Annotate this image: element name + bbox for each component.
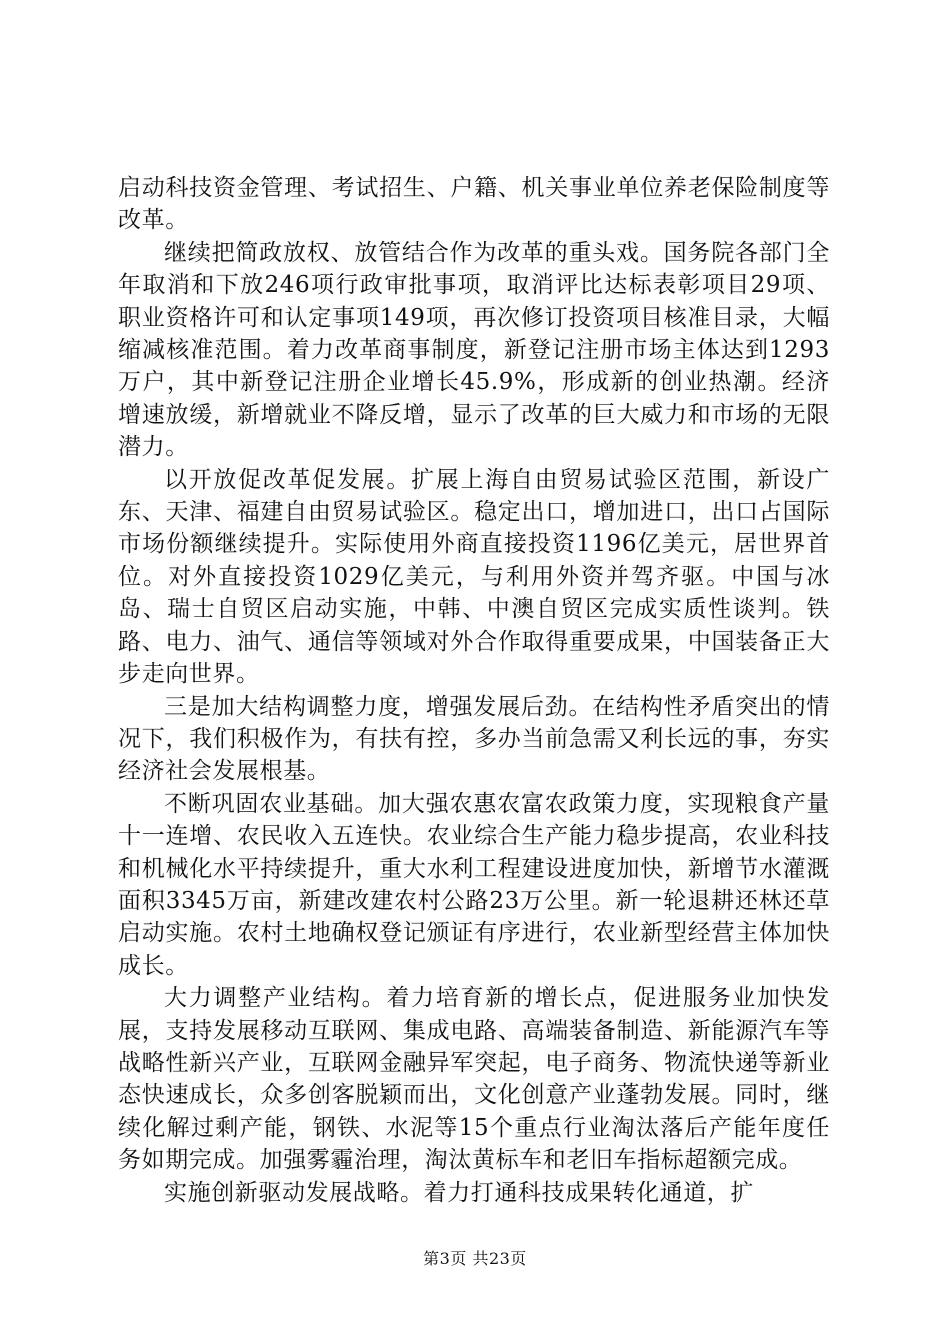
paragraph-7: 实施创新驱动发展战略。着力打通科技成果转化通道，扩 — [164, 1179, 754, 1206]
paragraph-2: 继续把简政放权、放管结合作为改革的重头戏。国务院各部门全年取消和下放246项行政审批事项，取消评比达标表彰项目29项、职业资格许可和认定事项149项，再次修订投资项目核准目录，大幅缩减核准范围。着力改革商事制度，新登记注册市场主体达到1293万户，其中新登记注册企业增长45.9%，形成新的创业热潮。经济增速放缓，新增就业不降反增，显示了改革的巨大威力和市场的无限潜力。 — [118, 239, 830, 461]
page-footer — [0, 1246, 950, 1269]
paragraph-3: 以开放促改革促发展。扩展上海自由贸易试验区范围，新设广东、天津、福建自由贸易试验区。稳定出口，增加进口，出口占国际市场份额继续提升。实际使用外商直接投资1196亿美元，居世界首位。对外直接投资1029亿美元，与利用外资并驾齐驱。中国与冰岛、瑞士自贸区启动实施，中韩、中澳自贸区完成实质性谈判。铁路、电力、油气、通信等领域对外合作取得重要成果，中国装备正大步走向世界。 — [118, 466, 830, 688]
paragraph-5: 不断巩固农业基础。加大强农惠农富农政策力度，实现粮食产量十一连增、农民收入五连快。农业综合生产能力稳步提高，农业科技和机械化水平持续提升，重大水利工程建设进度加快，新增节水灌溉面积3345万亩，新建改建农村公路23万公里。新一轮退耕还林还草启动实施。农村土地确权登记颁证有序进行，农业新型经营主体加快成长。 — [118, 790, 830, 979]
document-body — [118, 172, 830, 1209]
paragraph-1: 启动科技资金管理、考试招生、户籍、机关事业单位养老保险制度等改革。 — [118, 175, 830, 234]
paragraph-6: 大力调整产业结构。着力培育新的增长点，促进服务业加快发展，支持发展移动互联网、集成电路、高端装备制造、新能源汽车等战略性新兴产业，互联网金融异军突起，电子商务、物流快递等新业态快速成长，众多创客脱颖而出，文化创意产业蓬勃发展。同时，继续化解过剩产能，钢铁、水泥等15个重点行业淘汰落后产能年度任务如期完成。加强雾霾治理，淘汰黄标车和老旧车指标超额完成。 — [118, 985, 830, 1174]
paragraph-4: 三是加大结构调整力度，增强发展后劲。在结构性矛盾突出的情况下，我们积极作为，有扶有控，多办当前急需又利长远的事，夯实经济社会发展根基。 — [118, 693, 830, 785]
page-number-label: 第3页 共23页 — [423, 1249, 527, 1268]
